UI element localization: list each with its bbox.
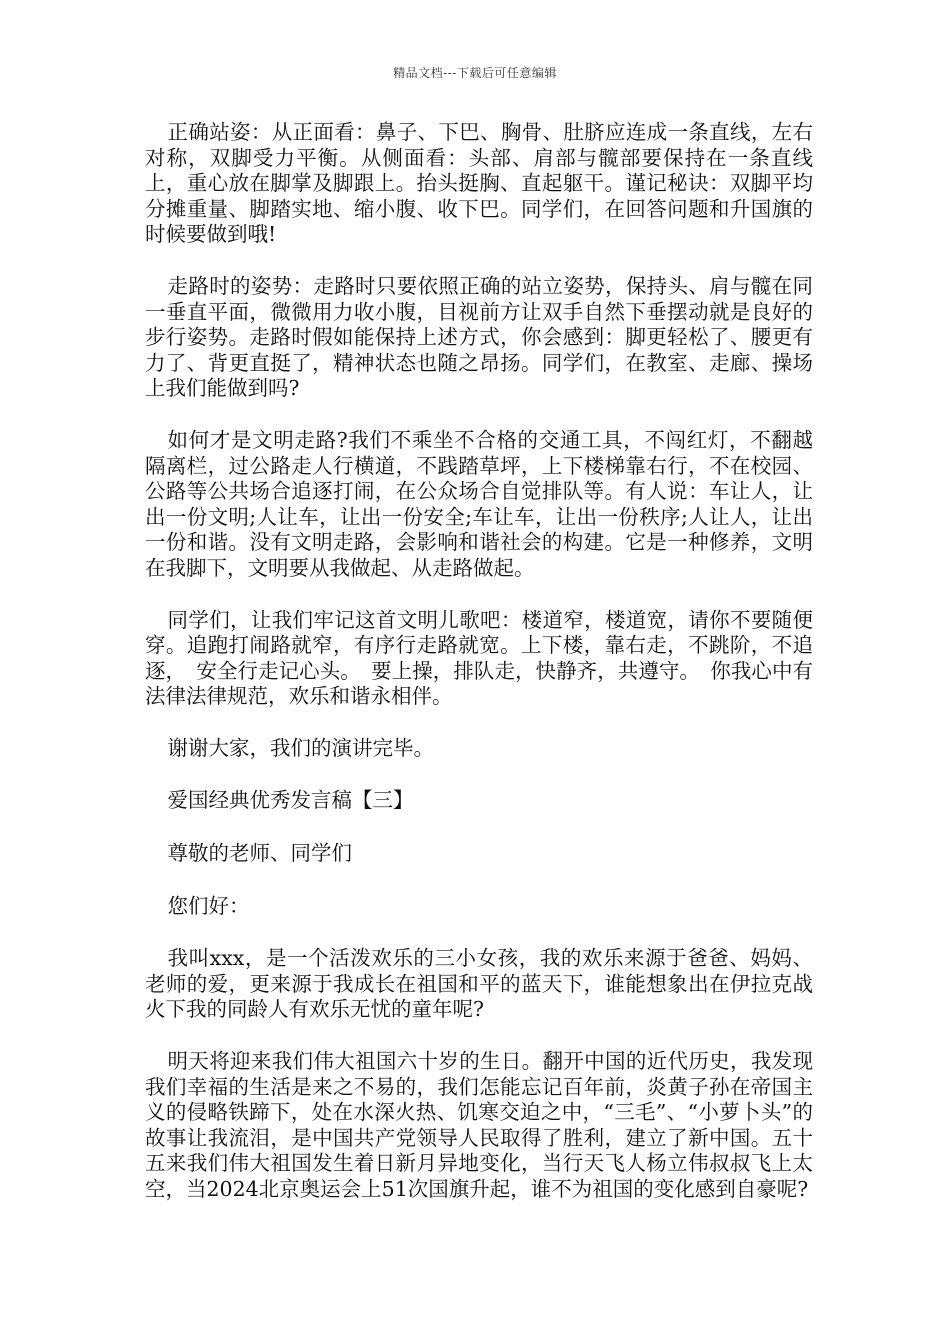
document-body xyxy=(145,120,813,1229)
section-heading: 爱国经典优秀发言稿【三】 xyxy=(167,788,414,813)
paragraph-salutation: 尊敬的老师、同学们 xyxy=(167,841,353,866)
paragraph-introduction: 我叫xxx，是一个活泼欢乐的三小女孩，我的欢乐来源于爸爸、妈妈、老师的爱，更来源于我成长在祖国和平的蓝天下，谁能想象出在伊拉克战火下我的同龄人有欢乐无忧的童年呢? xyxy=(145,946,813,1022)
paragraph-greeting: 您们好： xyxy=(167,893,250,918)
paragraph-national-birthday: 明天将迎来我们伟大祖国六十岁的生日。翻开中国的近代历史，我发现我们幸福的生活是来之不易的，我们怎能忘记百年前，炎黄子孙在帝国主义的侵略铁蹄下，处在水深火热、饥寒交迫之中，“三毛”、“小萝卜头”的故事让我流泪，是中国共产党领导人民取得了胜利，建立了新中国。五十五来我们伟大祖国发生着日新月异地变化，当行天飞人杨立伟叔叔飞上太空，当2024北京奥运会上51次国旗升起，谁不为祖国的变化感到自豪呢? xyxy=(145,1049,813,1201)
paragraph-standing-posture: 正确站姿：从正面看：鼻子、下巴、胸骨、肚脐应连成一条直线，左右对称，双脚受力平衡。从侧面看：头部、肩部与髋部要保持在一条直线上，重心放在脚掌及脚跟上。抬头挺胸、直起躯干。谨记秘诀：双脚平均分摊重量、脚踏实地、缩小腹、收下巴。同学们，在回答问题和升国旗的时候要做到哦! xyxy=(145,120,813,247)
page-header: 精品文档---下载后可任意编辑 xyxy=(393,66,557,80)
paragraph-thanks: 谢谢大家，我们的演讲完毕。 xyxy=(167,735,435,760)
paragraph-civilized-walking: 如何才是文明走路?我们不乘坐不合格的交通工具，不闯红灯，不翻越隔离栏，过公路走人行横道，不践踏草坪，上下楼梯靠右行，不在校园、公路等公共场合追逐打闹，在公众场合自觉排队等。有人说：车让人，让出一份文明;人让车，让出一份安全;车让车，让出一份秩序;人让人，让出一份和谐。没有文明走路，会影响和谐社会的构建。它是一种修养，文明在我脚下，文明要从我做起、从走路做起。 xyxy=(145,427,813,580)
paragraph-nursery-rhyme: 同学们，让我们牢记这首文明儿歌吧：楼道窄，楼道宽，请你不要随便穿。追跑打闹路就窄，有序行走路就宽。上下楼，靠右走，不跳阶，不追逐， 安全行走记心头。 要上操，排队走，快静齐，共遵守。 你我心中有法律法律规范，欢乐和谐永相伴。 xyxy=(145,607,813,709)
paragraph-walking-posture: 走路时的姿势：走路时只要依照正确的站立姿势，保持头、肩与髋在同一垂直平面，微微用力收小腹，目视前方让双手自然下垂摆动就是良好的步行姿势。走路时假如能保持上述方式，你会感到：脚更轻松了、腰更有力了、背更直挺了，精神状态也随之昂扬。同学们，在教室、走廊、操场上我们能做到吗? xyxy=(145,273,813,401)
